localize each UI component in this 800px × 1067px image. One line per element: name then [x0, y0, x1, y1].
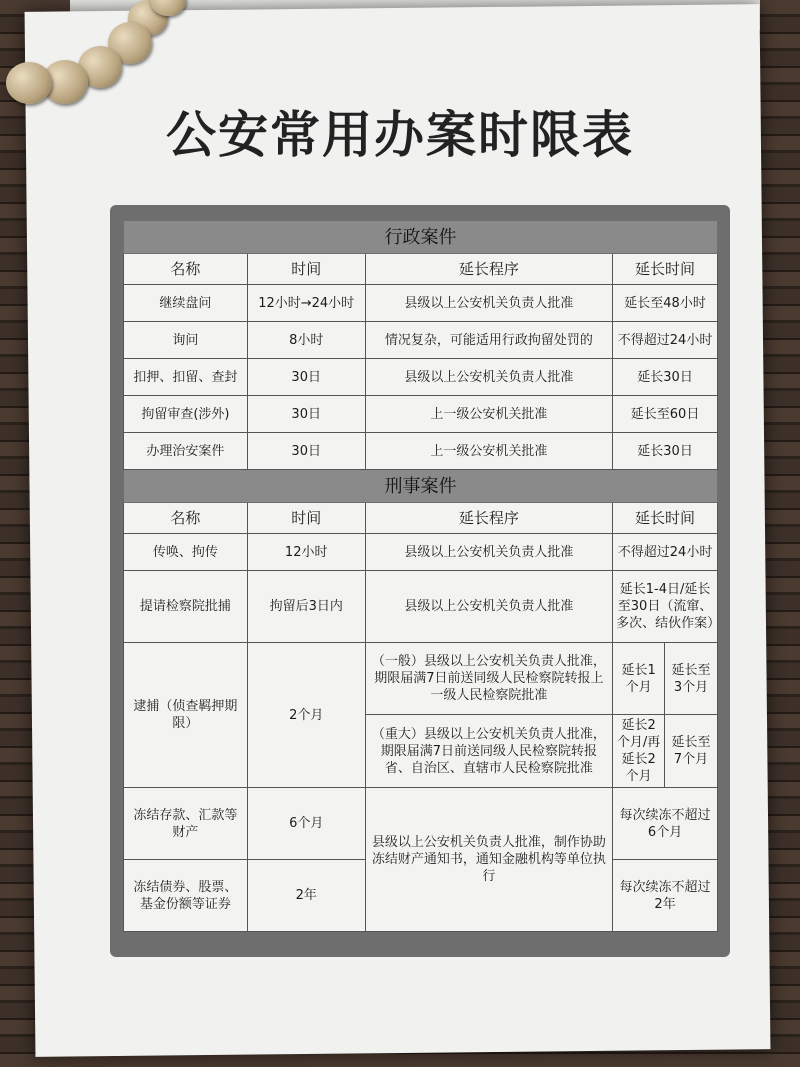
cell-extension-a1: 延长1个月 — [613, 643, 665, 715]
cell-procedure: 县级以上公安机关负责人批准 — [365, 534, 613, 571]
cell-name: 冻结债券、股票、基金份额等证券 — [124, 860, 248, 932]
cell-extension: 每次续冻不超过6个月 — [613, 788, 718, 860]
table-row — [124, 534, 718, 571]
cell-extension: 每次续冻不超过2年 — [613, 860, 718, 932]
cell-time: 8小时 — [247, 322, 365, 359]
cell-name: 冻结存款、汇款等财产 — [124, 788, 248, 860]
cell-name: 传唤、拘传 — [124, 534, 248, 571]
cell-extension: 延长至48小时 — [613, 285, 718, 322]
header-extension: 延长时间 — [613, 503, 718, 534]
cell-extension-b2: 延长至7个月 — [665, 715, 718, 788]
cell-name: 提请检察院批捕 — [124, 571, 248, 643]
table-header-row — [124, 503, 718, 534]
table-header-row — [124, 254, 718, 285]
table-row — [124, 571, 718, 643]
cell-time: 30日 — [247, 359, 365, 396]
cell-name: 办理治安案件 — [124, 433, 248, 470]
cell-extension-a2: 延长至3个月 — [665, 643, 718, 715]
cell-extension-b1: 延长2个月/再延长2个月 — [613, 715, 665, 788]
cell-time: 30日 — [247, 396, 365, 433]
cell-extension: 延长30日 — [613, 359, 718, 396]
cell-procedure: 县级以上公安机关负责人批准 — [365, 285, 613, 322]
table-row — [124, 433, 718, 470]
table-row — [124, 396, 718, 433]
cell-time: 拘留后3日内 — [247, 571, 365, 643]
section-header-criminal — [124, 470, 718, 503]
cell-procedure-major: （重大）县级以上公安机关负责人批准，期限届满7日前送同级人民检察院转报省、自治区、直辖市人民检察院批准 — [365, 715, 613, 788]
cell-extension: 不得超过24小时 — [613, 322, 718, 359]
table-row — [124, 643, 718, 715]
cell-procedure: 县级以上公安机关负责人批准 — [365, 571, 613, 643]
cell-name: 询问 — [124, 322, 248, 359]
cell-extension: 不得超过24小时 — [613, 534, 718, 571]
cell-time: 2年 — [247, 860, 365, 932]
header-extension: 延长时间 — [613, 254, 718, 285]
cell-procedure: 上一级公安机关批准 — [365, 396, 613, 433]
header-name: 名称 — [124, 503, 248, 534]
cell-time: 12小时 — [247, 534, 365, 571]
cell-name: 继续盘问 — [124, 285, 248, 322]
cell-time: 30日 — [247, 433, 365, 470]
cell-time: 12小时→24小时 — [247, 285, 365, 322]
header-time: 时间 — [247, 503, 365, 534]
cell-procedure-general: （一般）县级以上公安机关负责人批准，期限届满7日前送同级人民检察院转报上一级人民检察院批准 — [365, 643, 613, 715]
cell-extension: 延长至60日 — [613, 396, 718, 433]
table-row — [124, 285, 718, 322]
cell-time: 6个月 — [247, 788, 365, 860]
cell-extension: 延长30日 — [613, 433, 718, 470]
cell-extension: 延长1-4日/延长至30日（流窜、多次、结伙作案） — [613, 571, 718, 643]
cell-procedure: 县级以上公安机关负责人批准 — [365, 359, 613, 396]
table-row — [124, 322, 718, 359]
section-title: 行政案件 — [124, 221, 718, 254]
cell-time: 2个月 — [247, 643, 365, 788]
section-title: 刑事案件 — [124, 470, 718, 503]
header-name: 名称 — [124, 254, 248, 285]
header-procedure: 延长程序 — [365, 503, 613, 534]
cell-name: 拘留审查(涉外) — [124, 396, 248, 433]
table-row — [124, 788, 718, 860]
bead-bracelet — [0, 0, 200, 110]
header-procedure: 延长程序 — [365, 254, 613, 285]
time-limit-table — [123, 220, 721, 932]
table-row — [124, 359, 718, 396]
cell-procedure: 情况复杂，可能适用行政拘留处罚的 — [365, 322, 613, 359]
page-title: 公安常用办案时限表 — [166, 106, 634, 164]
cell-procedure: 县级以上公安机关负责人批准，制作协助冻结财产通知书，通知金融机构等单位执行 — [365, 788, 613, 932]
header-time: 时间 — [247, 254, 365, 285]
cell-name: 逮捕（侦查羁押期限） — [124, 643, 248, 788]
cell-procedure: 上一级公安机关批准 — [365, 433, 613, 470]
cell-name: 扣押、扣留、查封 — [124, 359, 248, 396]
section-header-admin — [124, 221, 718, 254]
